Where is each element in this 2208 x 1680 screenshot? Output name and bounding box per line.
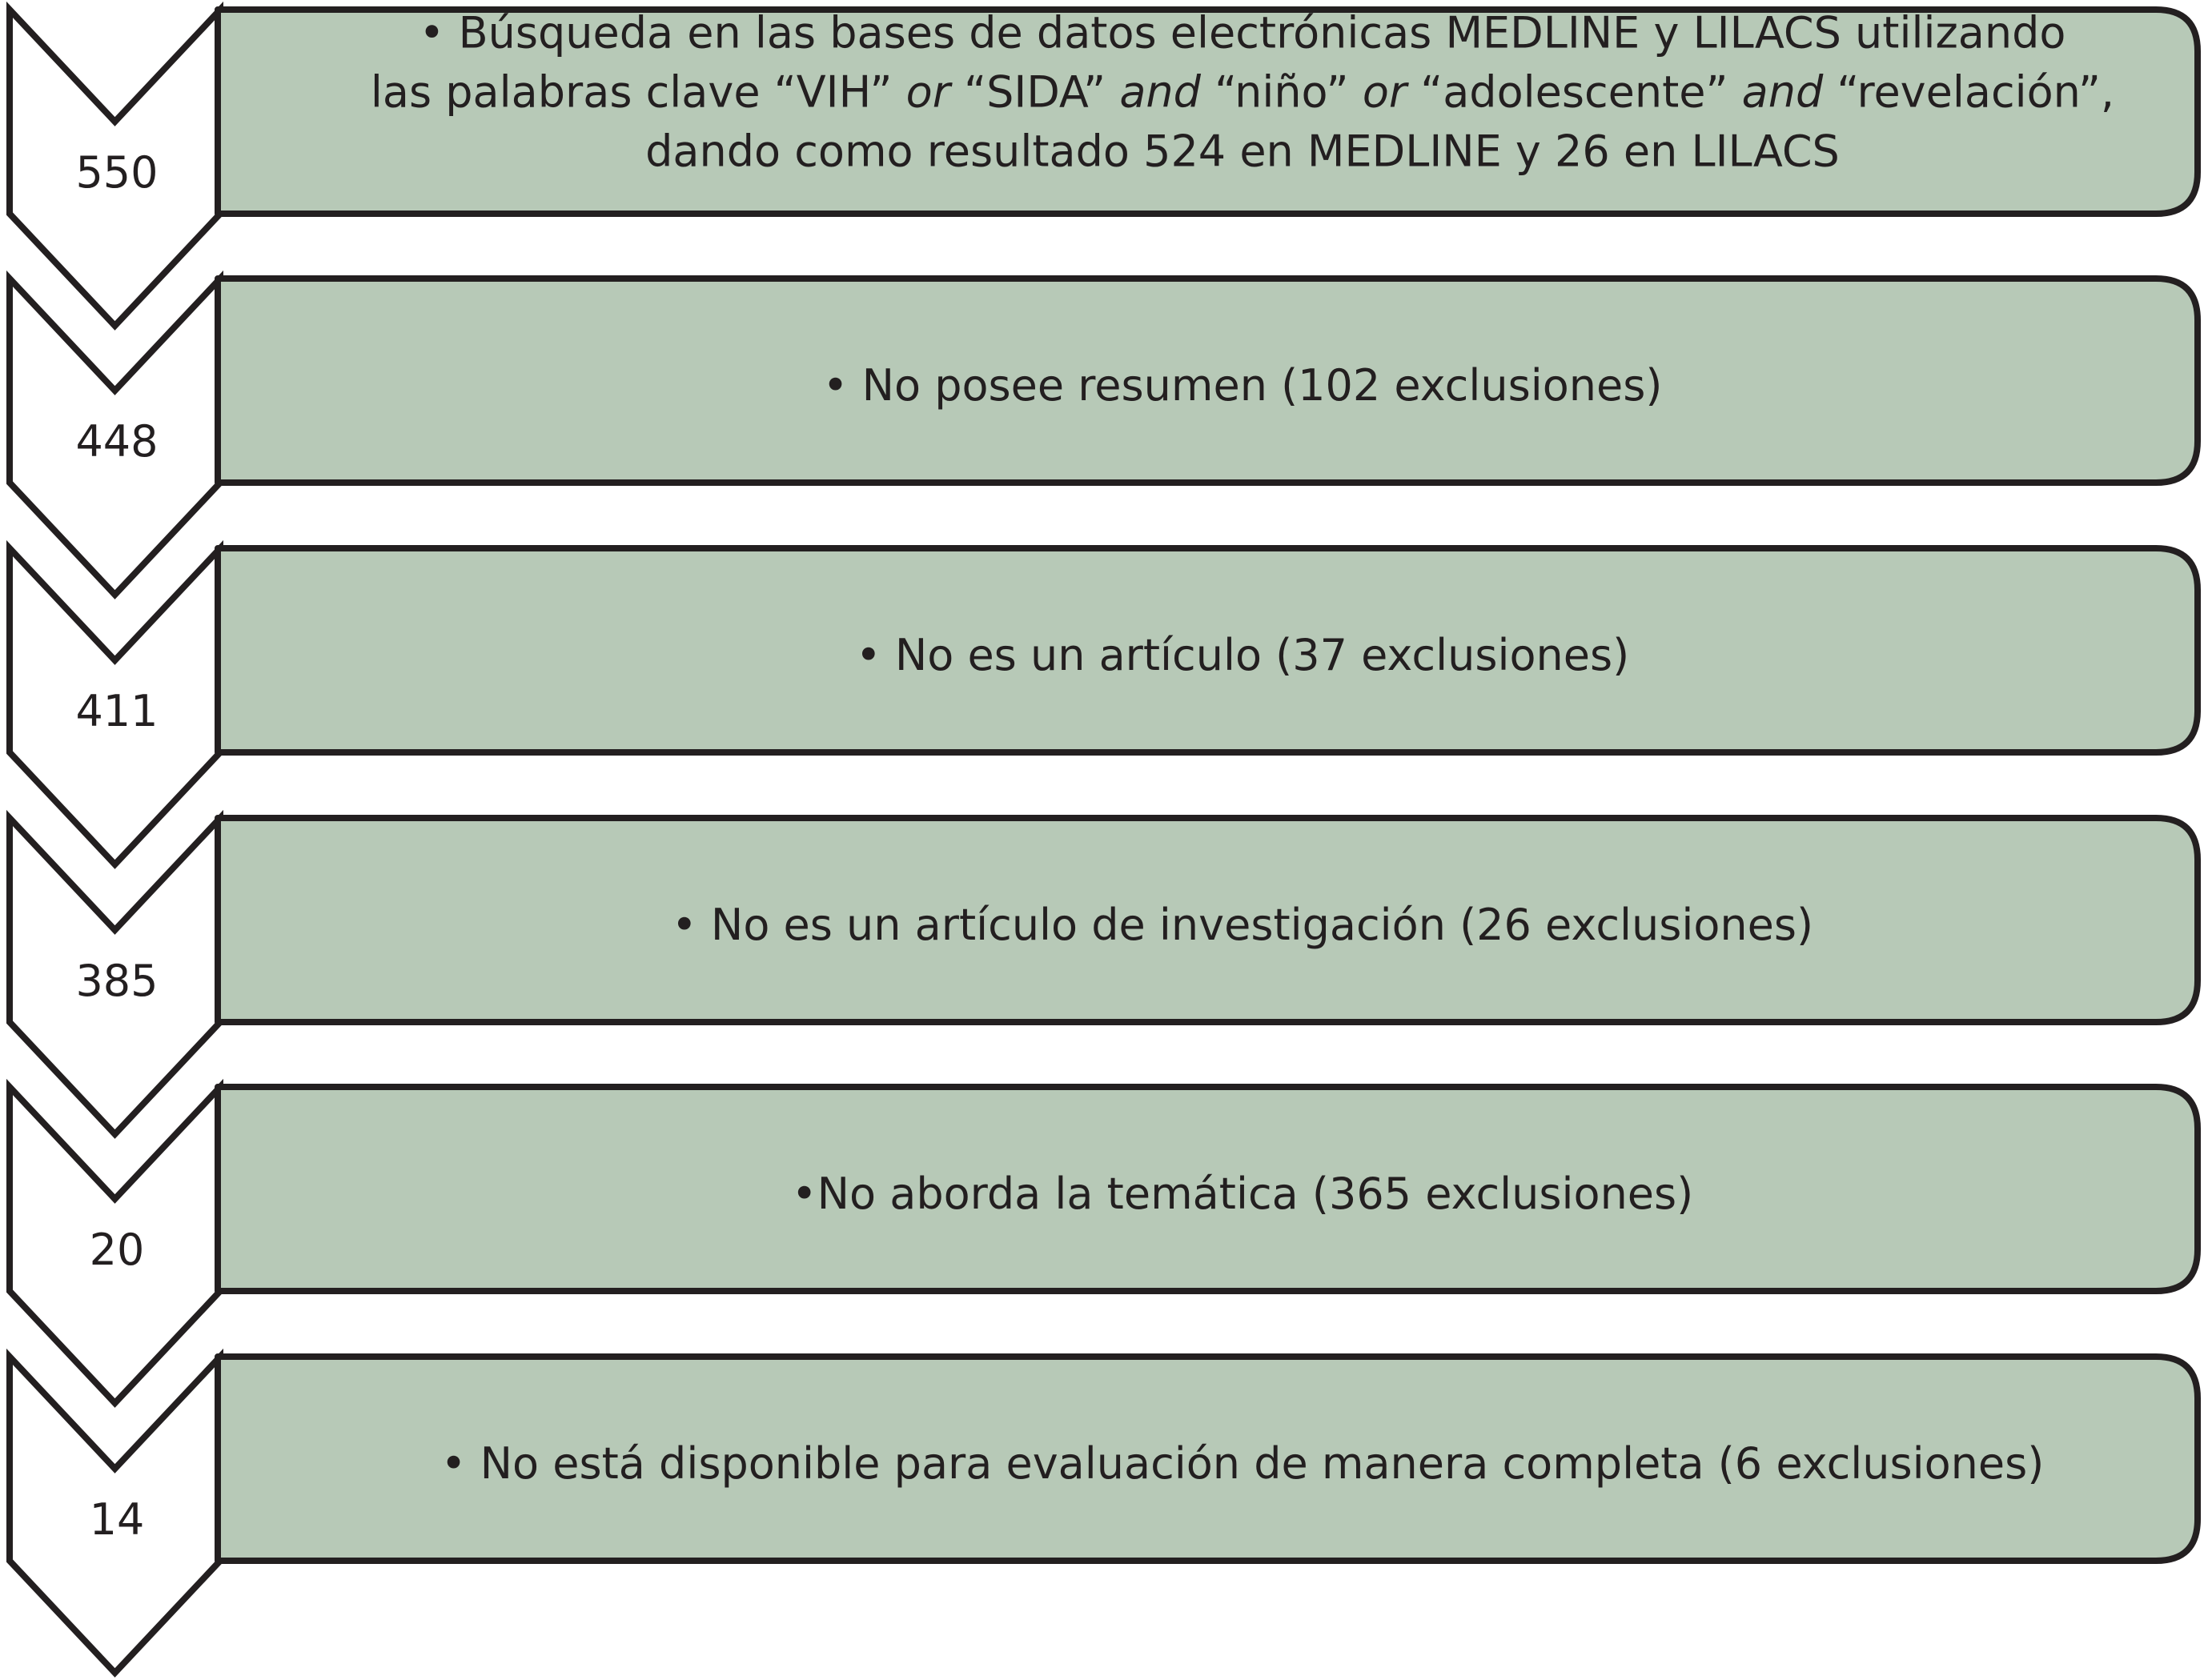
- step-text-4-line-1: • No es un artículo de investigación (26 exclusiones): [671, 900, 1814, 950]
- step-count-4: 385: [75, 956, 159, 1006]
- step-text-5-line-1: •No aborda la temática (365 exclusiones): [791, 1169, 1694, 1219]
- step-text-3-line-1: • No es un artículo (37 exclusiones): [855, 630, 1630, 680]
- step-count-1: 550: [75, 147, 159, 198]
- step-count-5: 20: [89, 1225, 145, 1275]
- step-text-2-line-1: • No posee resumen (102 exclusiones): [822, 360, 1663, 411]
- step-text-1-line-2: las palabras clave “VIH” or “SIDA” and “niño” or “adolescente” and “revelación”,: [370, 66, 2115, 118]
- step-count-2: 448: [75, 416, 159, 467]
- step-text-1-line-3: dando como resultado 524 en MEDLINE y 26 en LILACS: [645, 126, 1840, 177]
- step-count-3: 411: [75, 686, 159, 736]
- step-text-6-line-1: • No está disponible para evaluación de manera completa (6 exclusiones): [440, 1438, 2045, 1489]
- step-text-1-line-1: • Búsqueda en las bases de datos electrónicas MEDLINE y LILACS utilizando: [419, 7, 2066, 58]
- step-count-6: 14: [89, 1494, 145, 1545]
